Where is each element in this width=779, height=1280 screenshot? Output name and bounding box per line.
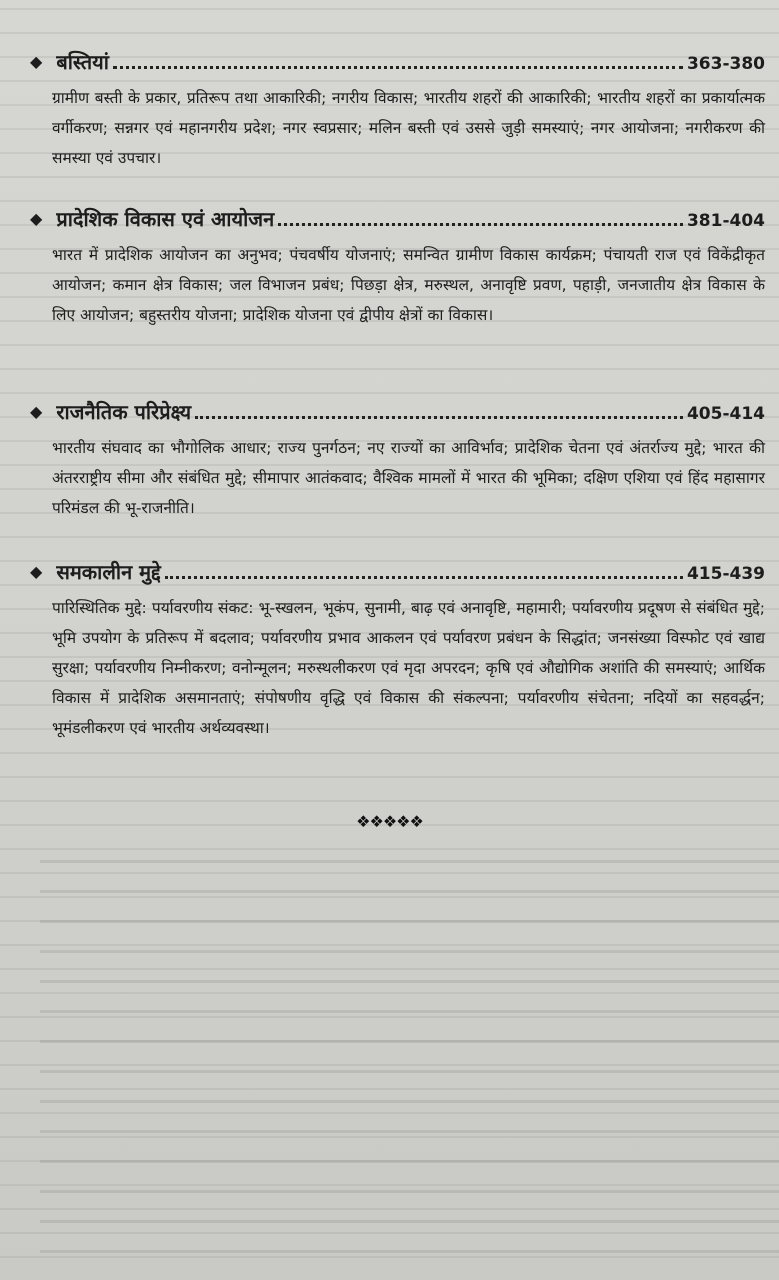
toc-heading-row	[30, 205, 765, 232]
toc-heading-title: समकालीन मुद्दे	[56, 560, 161, 584]
toc-description: पारिस्थितिक मुद्दे: पर्यावरणीय संकट: भू-स्खलन, भूकंप, सुनामी, बाढ़ एवं अनावृष्टि, महामारी; पर्यावरणीय प्रदूषण से संबंधित मुद्दे; भूमि उपयोग के प्रतिरूप में बदलाव; पर्यावरणीय प्रभाव आकलन एवं पर्यावरण प्रबंधन के सिद्धांत; जनसंख्या विस्फोट एवं खाद्य सुरक्षा; पर्यावरणीय निम्नीकरण; वनोन्मूलन; मरुस्थलीकरण एवं मृदा अपरदन; कृषि एवं औद्योगिक अशांति की समस्याएं; आर्थिक विकास में प्रादेशिक असमानताएं; संपोषणीय वृद्धि एवं विकास की संकल्पना; पर्यावरणीय संचेतना; नदियों का सहवर्द्धन; भूमंडलीकरण एवं भारतीय अर्थव्यवस्था।	[52, 599, 765, 737]
toc-section-regional-development	[30, 205, 765, 330]
toc-page-range: 405-414	[686, 404, 765, 424]
dot-leader	[195, 416, 683, 419]
toc-section-political-perspective	[30, 398, 765, 523]
dot-leader	[113, 66, 683, 69]
toc-section-settlements	[30, 48, 765, 173]
diamond-bullet-icon: ◆	[30, 562, 43, 581]
toc-heading-title: बस्तियां	[56, 50, 109, 74]
toc-section-contemporary-issues	[30, 558, 765, 743]
section-end-ornament: ❖❖❖❖❖	[356, 812, 423, 831]
dot-leader	[165, 576, 683, 579]
toc-page-range: 363-380	[686, 54, 765, 74]
toc-heading-row	[30, 48, 765, 75]
toc-heading-row	[30, 558, 765, 585]
toc-description: भारत में प्रादेशिक आयोजन का अनुभव; पंचवर्षीय योजनाएं; समन्वित ग्रामीण विकास कार्यक्रम; पंचायती राज एवं विकेंद्रीकृत आयोजन; कमान क्षेत्र विकास; जल विभाजन प्रबंध; पिछड़ा क्षेत्र, मरुस्थल, अनावृष्टि प्रवण, पहाड़ी, जनजातीय क्षेत्र विकास के लिए आयोजन; बहुस्तरीय योजना; प्रादेशिक योजना एवं द्वीपीय क्षेत्रों का विकास।	[52, 246, 765, 324]
diamond-bullet-icon: ◆	[30, 402, 43, 421]
toc-heading-title: प्रादेशिक विकास एवं आयोजन	[56, 207, 275, 231]
toc-heading-row	[30, 398, 765, 425]
toc-description: भारतीय संघवाद का भौगोलिक आधार; राज्य पुनर्गठन; नए राज्यों का आविर्भाव; प्रादेशिक चेतना एवं अंतर्राज्य मुद्दे; भारत की अंतरराष्ट्रीय सीमा और संबंधित मुद्दे; सीमापार आतंकवाद; वैश्विक मामलों में भारत की भूमिका; दक्षिण एशिया एवं हिंद महासागर परिमंडल की भू-राजनीति।	[52, 439, 765, 517]
diamond-bullet-icon: ◆	[30, 52, 43, 71]
toc-heading-title: राजनैतिक परिप्रेक्ष्य	[56, 400, 192, 424]
toc-page-range: 381-404	[686, 211, 765, 231]
toc-page-range: 415-439	[686, 564, 765, 584]
diamond-bullet-icon: ◆	[30, 209, 43, 228]
dot-leader	[278, 223, 683, 226]
toc-description: ग्रामीण बस्ती के प्रकार, प्रतिरूप तथा आकारिकी; नगरीय विकास; भारतीय शहरों की आकारिकी; भारतीय शहरों का प्रकार्यात्मक वर्गीकरण; सन्नगर एवं महानगरीय प्रदेश; नगर स्वप्रसार; मलिन बस्ती एवं उससे जुड़ी समस्याएं; नगर आयोजना; नगरीकरण की समस्या एवं उपचार।	[52, 89, 765, 167]
bleed-through-lower-texture	[40, 840, 779, 1280]
